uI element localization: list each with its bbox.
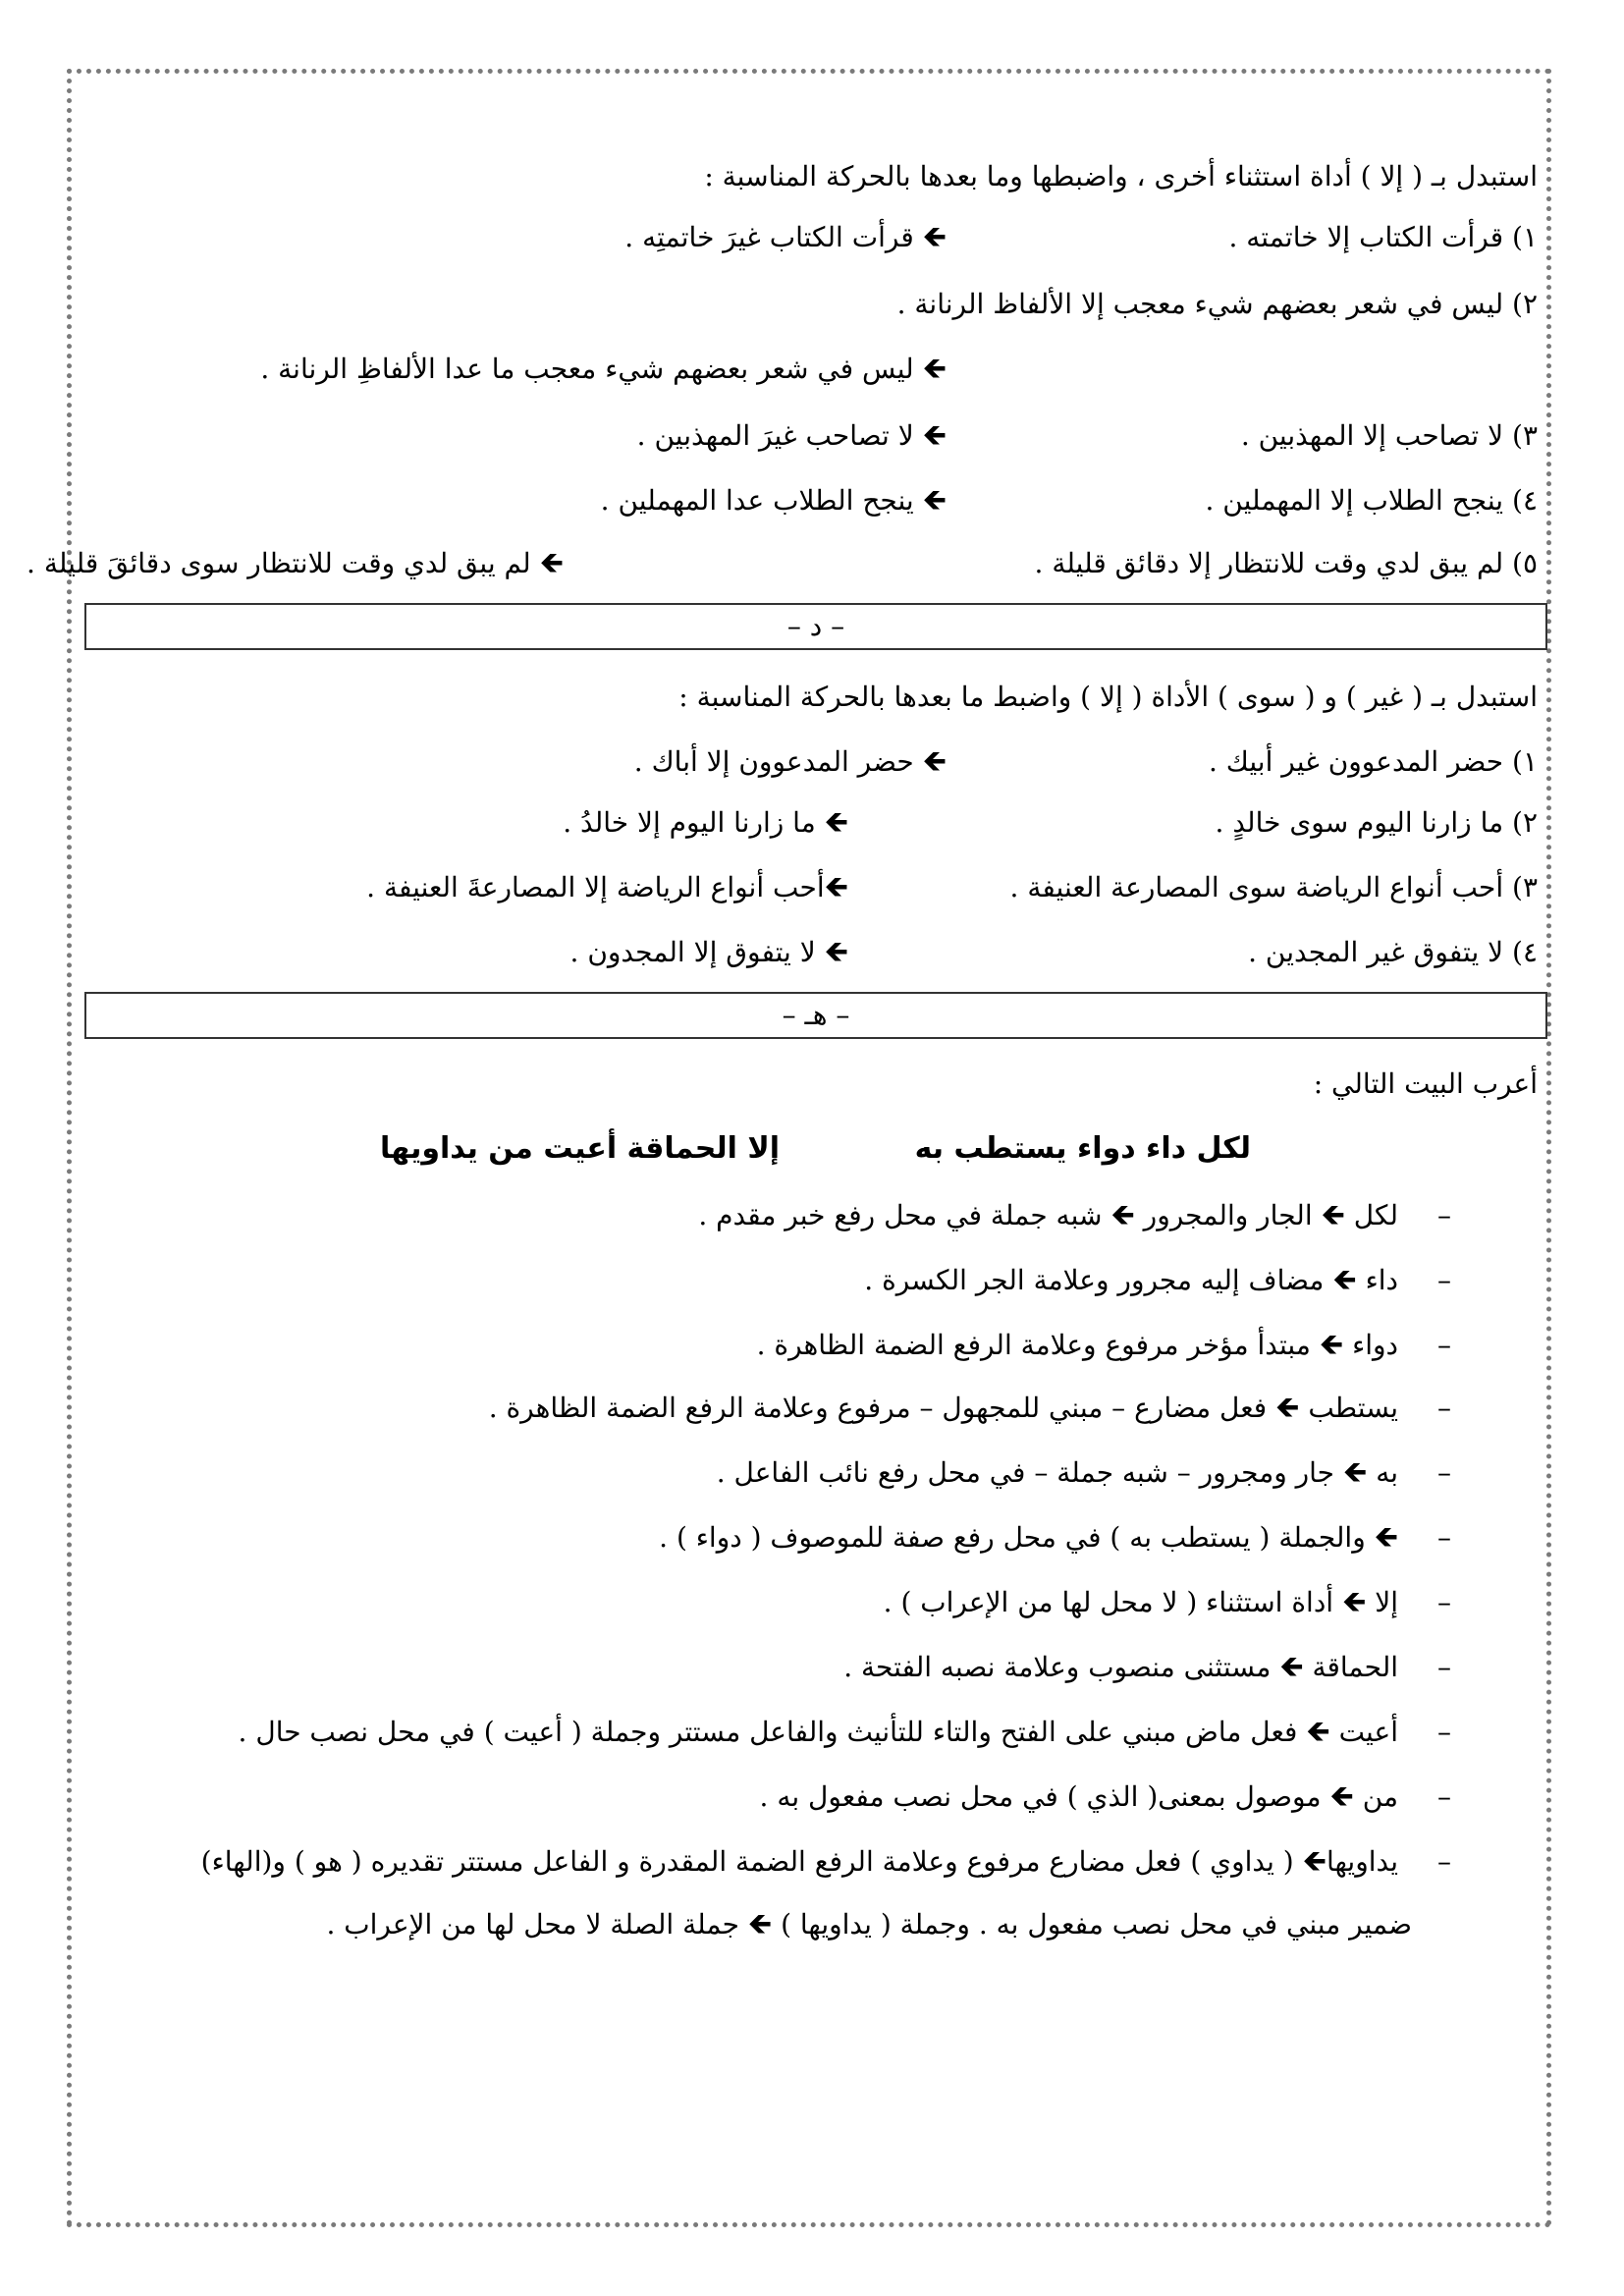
section-h-instruction: أعرب البيت التالي : xyxy=(1313,1067,1538,1100)
c-item-4-question: ٤) ينجح الطلاب إلا المهملين . xyxy=(1205,484,1538,517)
left-arrow-icon: 🡸 xyxy=(1342,1455,1368,1490)
d-item-2-question: ٢) ما زارنا اليوم سوى خالدٍ . xyxy=(1215,806,1538,839)
left-arrow-icon: 🡸 xyxy=(824,870,848,904)
verse-second-half: إلا الحماقة أعيت من يداويها xyxy=(380,1131,780,1166)
left-arrow-icon: 🡸 xyxy=(824,805,848,840)
section-c-instruction: استبدل بـ ( إلا ) أداة استثناء أخرى ، واضبطها وما بعدها بالحركة المناسبة : xyxy=(704,160,1538,192)
left-arrow-icon: 🡸 xyxy=(1302,1844,1326,1879)
parse-row: –إلا 🡸 أداة استثناء ( لا محل لها من الإعراب ) . xyxy=(883,1585,1451,1619)
left-arrow-icon: 🡸 xyxy=(922,744,947,779)
c-item-5-answer: 🡸 لم يبق لدي وقت للانتظار سوى دقائقَ قليلة . xyxy=(27,546,564,580)
left-arrow-icon: 🡸 xyxy=(1306,1715,1330,1749)
left-arrow-icon: 🡸 xyxy=(1332,1263,1357,1297)
d-item-4-answer: 🡸 لا يتفوق إلا المجدون . xyxy=(569,935,848,969)
left-arrow-icon: 🡸 xyxy=(1279,1650,1304,1684)
left-arrow-icon: 🡸 xyxy=(1341,1585,1367,1619)
c-item-1-answer: 🡸 قرأت الكتاب غيرَ خاتمتِه . xyxy=(624,220,947,254)
c-item-4-answer: 🡸 ينجح الطلاب عدا المهملين . xyxy=(600,483,947,518)
c-item-5-question: ٥) لم يبق لدي وقت للانتظار إلا دقائق قليلة . xyxy=(1034,547,1538,579)
c-item-1-question: ١) قرأت الكتاب إلا خاتمته . xyxy=(1228,221,1538,253)
d-item-2-answer: 🡸 ما زارنا اليوم إلا خالدُ . xyxy=(563,805,848,840)
c-item-2-question: ٢) ليس في شعر بعضهم شيء معجب إلا الألفاظ الرنانة . xyxy=(896,288,1538,320)
left-arrow-icon: 🡸 xyxy=(747,1907,773,1941)
left-arrow-icon: 🡸 xyxy=(922,418,947,453)
left-arrow-icon: 🡸 xyxy=(1110,1198,1135,1232)
left-arrow-icon: 🡸 xyxy=(1374,1520,1398,1555)
left-arrow-icon: 🡸 xyxy=(1329,1779,1354,1814)
parse-row: –داء 🡸 مضاف إليه مجرور وعلامة الجر الكسرة . xyxy=(864,1263,1451,1297)
d-item-4-question: ٤) لا يتفوق غير المجدين . xyxy=(1248,936,1538,968)
c-item-3-question: ٣) لا تصاحب إلا المهذبين . xyxy=(1240,419,1538,452)
parse-row: –دواء 🡸 مبتدأ مؤخر مرفوع وعلامة الرفع الضمة الظاهرة . xyxy=(756,1328,1451,1362)
parse-row: –الحماقة 🡸 مستثنى منصوب وعلامة نصبه الفتحة . xyxy=(843,1650,1451,1684)
d-item-3-answer: 🡸أحب أنواع الرياضة إلا المصارعةَ العنيفة . xyxy=(366,870,848,904)
parse-row-last: –يداويها🡸 ( يداوي ) فعل مضارع مرفوع وعلامة الرفع الضمة المقدرة و الفاعل مستتر تقديره ( هو ) و(الهاء) xyxy=(200,1844,1451,1879)
left-arrow-icon: 🡸 xyxy=(922,220,947,254)
left-arrow-icon: 🡸 xyxy=(539,546,564,580)
left-arrow-icon: 🡸 xyxy=(922,352,947,386)
left-arrow-icon: 🡸 xyxy=(1275,1391,1300,1425)
parse-row: –🡸 والجملة ( يستطب به ) في محل رفع صفة للموصوف ( دواء ) . xyxy=(659,1520,1451,1555)
c-item-3-answer: 🡸 لا تصاحب غيرَ المهذبين . xyxy=(636,418,947,453)
d-item-1-question: ١) حضر المدعوون غير أبيك . xyxy=(1208,745,1538,778)
d-item-3-question: ٣) أحب أنواع الرياضة سوى المصارعة العنيفة . xyxy=(1009,871,1538,903)
parse-row: –به 🡸 جار ومجرور – شبه جملة – في محل رفع نائب الفاعل . xyxy=(716,1455,1451,1490)
left-arrow-icon: 🡸 xyxy=(824,935,848,969)
page-border xyxy=(67,69,1551,2227)
c-item-2-answer: 🡸 ليس في شعر بعضهم شيء معجب ما عدا الألفاظِ الرنانة . xyxy=(260,352,947,386)
verse-first-half: لكل داء دواء يستطب به xyxy=(914,1131,1251,1166)
section-d-instruction: استبدل بـ ( غير ) و ( سوى ) الأداة ( إلا ) واضبط ما بعدها بالحركة المناسبة : xyxy=(678,681,1538,713)
section-h-header: – هـ – xyxy=(84,992,1547,1039)
parse-row: –من 🡸 موصول بمعنى( الذي ) في محل نصب مفعول به . xyxy=(759,1779,1451,1814)
left-arrow-icon: 🡸 xyxy=(1319,1328,1344,1362)
d-item-1-answer: 🡸 حضر المدعوون إلا أباك . xyxy=(633,744,947,779)
parse-row-last-continued: ضمير مبني في محل نصب مفعول به . وجملة ( يداويها ) 🡸 جملة الصلة لا محل لها من الإعراب . xyxy=(326,1907,1412,1941)
parse-row: –لكل 🡸 الجار والمجرور 🡸 شبه جملة في محل رفع خبر مقدم . xyxy=(698,1198,1451,1232)
parse-row: –يستطب 🡸 فعل مضارع – مبني للمجهول – مرفوع وعلامة الرفع الضمة الظاهرة . xyxy=(488,1391,1451,1425)
parse-row: –أعيت 🡸 فعل ماض مبني على الفتح والتاء للتأنيث والفاعل مستتر وجملة ( أعيت ) في محل نصب حال . xyxy=(238,1715,1451,1749)
left-arrow-icon: 🡸 xyxy=(922,483,947,518)
left-arrow-icon: 🡸 xyxy=(1321,1198,1345,1232)
section-d-header: – د – xyxy=(84,603,1547,650)
